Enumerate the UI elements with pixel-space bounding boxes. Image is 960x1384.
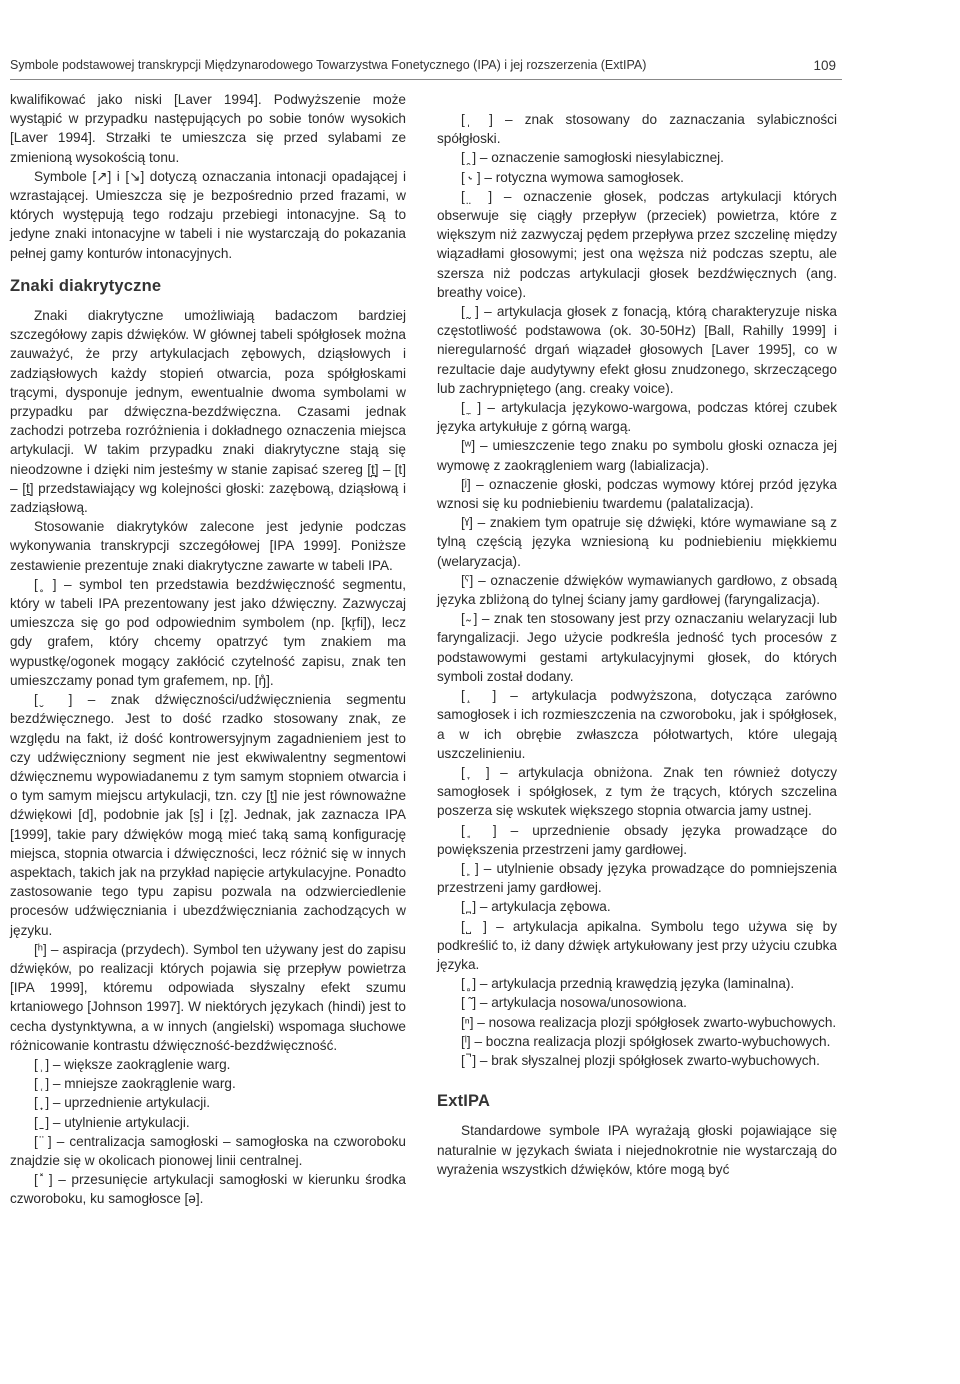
paragraph: Standardowe symbole IPA wyrażają głoski pojawiające się naturalnie w językach świata i niejednokrotnie nie wystarczają do wyrażenia wszystkich dźwięków, które mogą być [437, 1123, 837, 1177]
running-header [0, 58, 960, 80]
list-item: [ⁿ] – nosowa realizacja plozji spółgłosek zwarto-wybuchowych. [461, 1014, 837, 1030]
list-item: [ ̯ ] – oznaczenie samogłoski niesylabicznej. [461, 150, 724, 166]
right-column [437, 110, 837, 1179]
list-item: [ ̥ ] – symbol ten przedstawia bezdźwięczność segmentu, który w tabeli IPA prezentowany jest jako dźwięczny. Zazwyczaj umieszcza się go pod odpowiednim symbolem (np. [kr̥fi]), lecz gdy grafem, który chcemy opatrzyć tym znakiem ma wypustkę/ogonek mogący zakłócić czytelność zapisu, znak ten umieszczamy ponad tym grafemem, np. [ŋ̊]. [10, 576, 406, 688]
paragraph: Symbole [↗] i [↘] dotyczą oznaczania intonacji opadającej i wzrastającej. Umieszcza się je bezpośrednio przed frazami, w których występują tego rodzaju przebiegi intonacyjne. Są to jedyne znaki intonacyjne w tabeli i nie wystarczają do pokazania pełnej gamy konturów intonacyjnych. [10, 168, 406, 261]
list-item: [ ̙ ] – utylnienie obsady języka prowadzące do pomniejszenia przestrzeni jamy gardłowej. [437, 860, 837, 896]
paragraph: Znaki diakrytyczne umożliwiają badaczom bardziej szczegółowy zapis dźwięków. W głównej tabeli spółgłosek można zauważyć, że przy artykulacjach zębowych, dziąsłowych i zadziąsłowych każdy stopień otwarcia, poza spółgłoskami trącymi, dysponuje jednym, ewentualnie dwoma symbolami w przypadku par dźwięczna-bezdźwięczna. Czasami jednak zachodzi potrzeba rozróżnienia i dokładnego oznaczenia miejsca artykulacji. W takim przypadku znaki diakrytyczne stają się nieodzowne i dzięki nim jesteśmy w stanie zapisać szereg [t̪] – [t] – [t̠] przedstawiający wg kolejności głoski: zazębową, dziąsłową i zadziąsłową. [10, 308, 406, 516]
list-item: [ʰ] – aspiracja (przydech). Symbol ten używany jest do zapisu dźwięków, po realizacji których pojawia się przepływ powietrza [IPA 1999], któremu odpowiada słyszalny efekt szumu krtaniowego [Johnson 1997]. W niektórych językach (hindi) jest to cecha dystynktywna, a w innych (angielski) wspomaga słuchowe różnicowanie kontrastu dźwięczność-bezdźwięczność. [10, 941, 406, 1053]
list-item: [ ̠ ] – utylnienie artykulacji. [34, 1114, 190, 1130]
list-item: [ʲ] – oznaczenie głoski, podczas wymowy której przód języka wznosi się ku podniebieniu twardemu (palatalizacja). [437, 476, 837, 512]
list-item: [ ̴ ] – znak ten stosowany jest przy oznaczaniu welaryzacji lub faryngalizacji. Jego użycie podkreśla jedność tych procesów z podstawowymi gestami artykulacyjnymi głosek, do których symboli został dodany. [437, 611, 837, 684]
list-item: [ʷ] – umieszczenie tego znaku po symbolu głoski oznacza jej wymowę z zaokrągleniem warg (labializacja). [437, 438, 837, 473]
paragraph: Stosowanie diakrytyków zalecone jest jedynie podczas wykonywania transkrypcji szczegółowej [IPA 1999]. Poniższe zestawienie prezentuje znaki diakrytyczne zawarte w tabeli IPA. [10, 519, 406, 573]
list-item: [ ̩ ] – znak stosowany do zaznaczania sylabiczności spółgłoski. [437, 112, 837, 147]
list-item: [ˠ] – znakiem tym opatruje się dźwięki, które wymawiane są z tylną częścią języka wzniesioną ku podniebieniu miękkiemu (welaryzacja). [437, 515, 837, 569]
section-heading: Znaki diakrytyczne [10, 276, 162, 295]
list-item: [ˡ] – boczna realizacja plozji spółgłosek zwarto-wybuchowych. [461, 1033, 831, 1049]
list-item: [ ˞ ] – rotyczna wymowa samogłosek. [461, 169, 684, 185]
list-item: [ ̽ ] – przesunięcie artykulacji samogłoski w kierunku środka czworoboku, ku samogłosce [ə]. [10, 1172, 406, 1207]
header-rule [10, 79, 842, 80]
list-item: [ ̜ ] – mniejsze zaokrąglenie warg. [34, 1076, 236, 1092]
page-number: 109 [813, 58, 836, 73]
list-item: [ ̹ ] – większe zaokrąglenie warg. [34, 1056, 231, 1072]
list-item: [ ̤ ] – oznaczenie głosek, podczas artykulacji których obserwuje się ciągły przepływ (przeciek) powietrza, które z większym niż zazwyczaj pędem przepływa przez szczelinę między wiązadłami głosowymi; jest ona węższa niż podczas szeptu, ale szersza niż podczas artykulacji głosek bezdźwięcznych (ang. breathy voice). [437, 188, 837, 300]
list-item: [ ̈ ] – centralizacja samogłoski – samogłoska na czworoboku znajdzie się w okolicach pionowej linii centralnej. [10, 1133, 406, 1168]
list-item: [ ̺ ] – artykulacja apikalna. Symbolu tego używa się by podkreślić to, iż dany dźwięk artykułowany jest przy użyciu czubka języka. [437, 918, 837, 972]
list-item: [ ̬ ] – znak dźwięczności/udźwięcznienia segmentu bezdźwięcznego. Jest to dość rzadko stosowany znak, ze względu na fakt, iż dość kontrowersyjnym zagadnieniem jest to czy udźwięczniony segment nie jest ekwiwalentny segmentowi dźwięcznemu wypowiadanemu z tym samym stopniem otwarcia i o tym samym miejscu artykulacji, tzn. czy [t̬] nie jest równoważne dźwiękowi [d], podobnie jak [s̬] i [z̥]. Jednak, jak zaznacza IPA [1999], takie pary dźwięków mogą mieć taką samą konfigurację miejsca, stopnia otwarcia i dźwięczności, lecz różnić się w innych aspektach, takich jak na przykład napięcie artykulacyjne. Ponadto zastosowanie tego typu zapisu pozwala na odzwierciedlenie procesów udźwięczniania i ubezdźwięczniania zachodzących w języku. [10, 692, 406, 938]
running-title: Symbole podstawowej transkrypcji Międzynarodowego Towarzystwa Fonetycznego (IPA) i jej rozszerzenia (ExtIPA) [10, 58, 647, 72]
list-item: [ ̃ ] – artykulacja nosowa/unosowiona. [461, 995, 687, 1011]
list-item: [ ̞ ] – artykulacja obniżona. Znak ten również dotyczy samogłosek i spółgłosek, z tym że trących, których szczelina poszerza się wskutek większego stopnia otwarcia jamy ustnej. [437, 764, 837, 819]
left-column [10, 90, 406, 1209]
paragraph: kwalifikować jako niski [Laver 1994]. Podwyższenie może wystąpić w przypadku następujących po sobie tonów wysokich [Laver 1994]. Strzałki te umieszcza się przed sylabami ze zmienioną wysokością tonu. [10, 92, 406, 165]
section-heading: ExtIPA [437, 1092, 491, 1111]
list-item: [ˤ] – oznaczenie dźwięków wymawianych gardłowo, z obsadą języka zbliżoną do tylnej ściany jamy gardłowej (faryngalizacja). [437, 572, 837, 608]
list-item: [ ̚ ] – brak słyszalnej plozji spółgłosek zwarto-wybuchowych. [461, 1052, 820, 1068]
list-item: [ ̼ ] – artykulacja językowo-wargowa, podczas której czubek języka artykułuje z górną wargą. [437, 400, 837, 435]
list-item: [ ̟ ] – uprzednienie artykulacji. [34, 1095, 211, 1111]
list-item: [ ̻ ] – artykulacja przednią krawędzią języka (laminalna). [461, 976, 795, 992]
list-item: [ ̰ ] – artykulacja głosek z fonacją, którą charakteryzuje niska częstotliwość podstawowa (ok. 30-50Hz) [Ball, Rahilly 1999] i nieregularność drgań wiązadeł głosowych [Laver 1995], co w rezultacie daje audytywny efekt głosu znudzonego, skrzeczącego lub zachrypniętego (ang. creaky voice). [437, 304, 837, 396]
list-item: [ ̪ ] – artykulacja zębowa. [461, 899, 611, 915]
list-item: [ ̝ ] – artykulacja podwyższona, dotycząca zarówno samogłosek i ich rozmieszczenia na czworoboku, jak i spółgłosek, a w ich obrębie zwłaszcza półotwartych, które ulegają uszczelinieniu. [437, 688, 837, 761]
list-item: [ ̘ ] – uprzednienie obsady języka prowadzące do powiększenia przestrzeni jamy gardłowej. [437, 822, 837, 857]
